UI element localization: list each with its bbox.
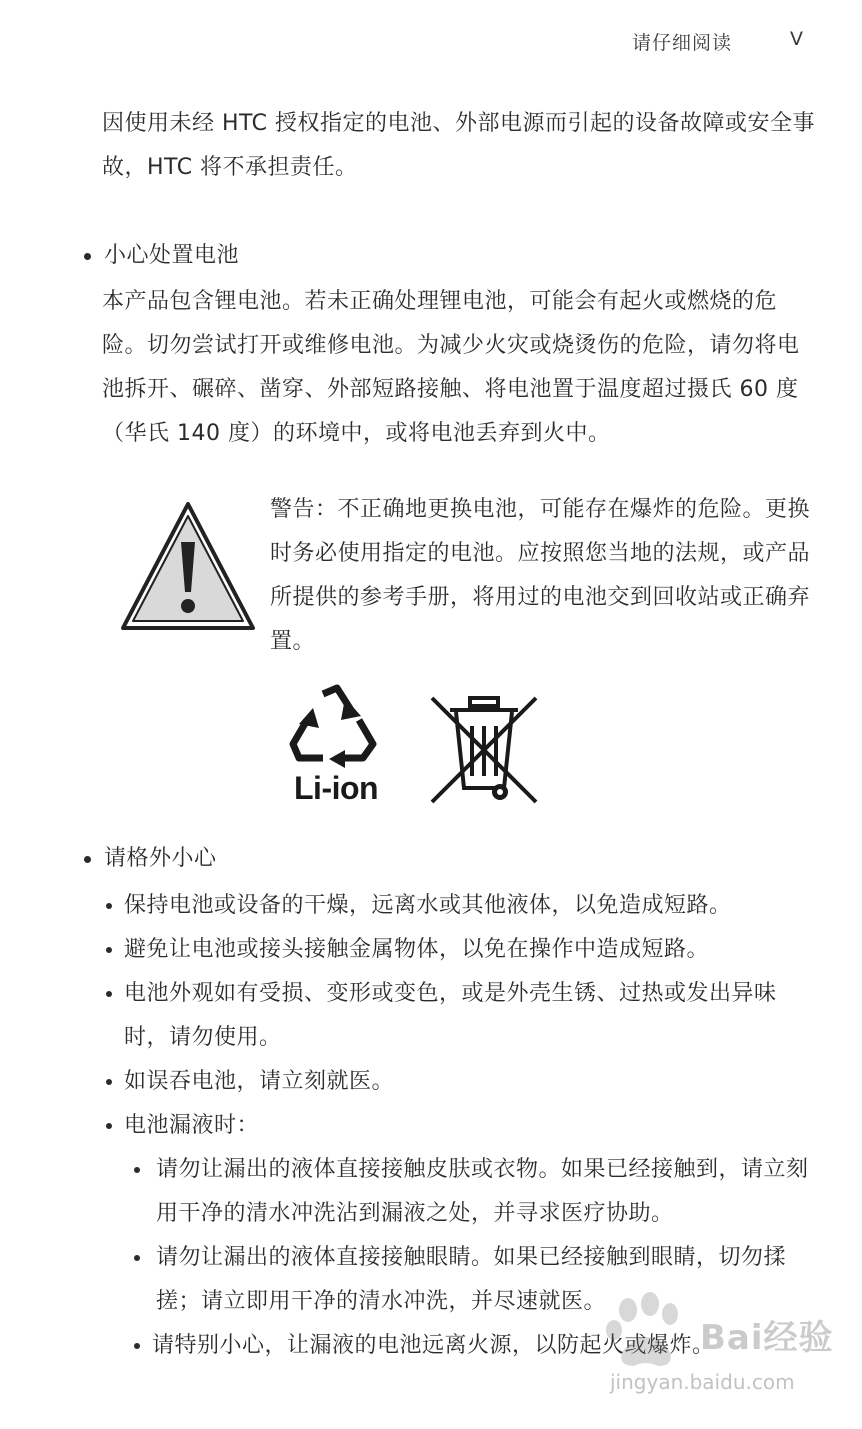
list-item: 电池外观如有受损、变形或变色，或是外壳生锈、过热或发出异味时，请勿使用。: [124, 981, 777, 1050]
bullet-dot: [84, 856, 91, 863]
sub-bullet-dot: [134, 1255, 140, 1261]
sub-list-item: 请特别小心，让漏液的电池远离火源，以防起火或爆炸。: [152, 1333, 715, 1358]
sub-bullet-dot: [134, 1167, 140, 1173]
list-item: 如误吞电池，请立刻就医。: [124, 1069, 395, 1094]
watermark-brand: Bai经验: [700, 1318, 834, 1358]
bullet-dot: [106, 903, 112, 909]
bullet-dot: [106, 991, 112, 997]
disposal-paragraph: 本产品包含锂电池。若未正确处理锂电池，可能会有起火或燃烧的危险。切勿尝试打开或维修电池。为减少火灾或烧烫伤的危险，请勿将电池拆开、碾碎、凿穿、外部短路接触、将电池置于温度超过摄氏 60 度（华氏 140 度）的环境中，或将电池丢弃到火中。: [102, 289, 800, 446]
section-heading-disposal: 小心处置电池: [104, 243, 240, 268]
page-number: V: [790, 28, 803, 50]
crossed-bin-icon: [426, 692, 542, 808]
warning-text: 警告：不正确地更换电池，可能存在爆炸的危险。更换时务必使用指定的电池。应按照您当地的法规，或产品所提供的参考手册，将用过的电池交到回收站或正确弃置。: [270, 497, 811, 654]
li-ion-label: Li-ion: [294, 770, 379, 806]
watermark-paw-icon: [598, 1292, 698, 1372]
list-item: 电池漏液时：: [124, 1113, 260, 1138]
sub-list-item: 请勿让漏出的液体直接接触皮肤或衣物。如果已经接触到，请立刻用干净的清水冲洗沾到漏液之处，并寻求医疗协助。: [156, 1157, 809, 1226]
intro-paragraph: 因使用未经 HTC 授权指定的电池、外部电源而引起的设备故障或安全事故，HTC 将不承担责任。: [102, 111, 816, 180]
bullet-dot: [106, 1123, 112, 1129]
warning-triangle-icon: [119, 500, 257, 636]
bullet-dot: [84, 253, 91, 260]
list-item: 避免让电池或接头接触金属物体，以免在操作中造成短路。: [124, 937, 710, 962]
list-item: 保持电池或设备的干燥，远离水或其他液体，以免造成短路。: [124, 893, 732, 918]
bullet-dot: [106, 1079, 112, 1085]
section-heading-caution: 请格外小心: [104, 846, 217, 871]
header-title: 请仔细阅读: [632, 32, 733, 54]
bullet-dot: [106, 947, 112, 953]
sub-list-item: 请勿让漏出的液体直接接触眼睛。如果已经接触到眼睛，切勿揉搓；请立即用干净的清水冲洗，并尽速就医。: [156, 1245, 787, 1314]
watermark-url: jingyan.baidu.com: [610, 1370, 795, 1394]
recycle-icon: [285, 680, 385, 780]
sub-bullet-dot: [134, 1343, 140, 1349]
